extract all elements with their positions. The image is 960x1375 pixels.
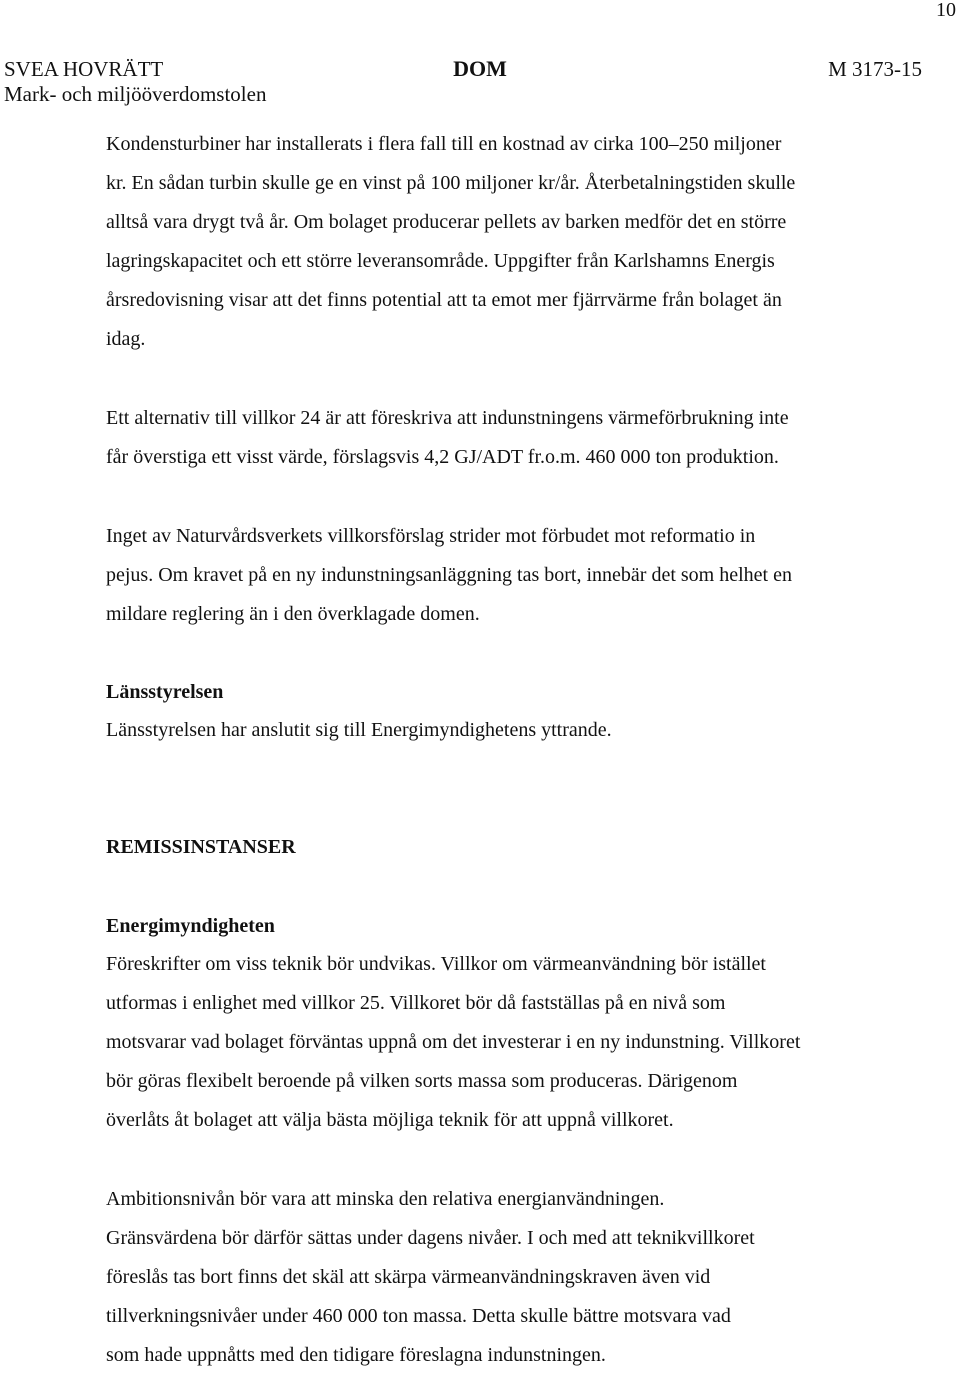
text-line: Inget av Naturvårdsverkets villkorsförslag strider mot förbudet mot reformatio in — [106, 525, 756, 547]
text-line: idag. — [106, 328, 146, 350]
text-line: motsvarar vad bolaget förväntas uppnå om det investerar i en ny indunstning. Villkoret — [106, 1031, 801, 1053]
heading-remissinstanser: REMISSINSTANSER — [106, 836, 296, 858]
page-number: 10 — [936, 0, 956, 21]
text-line: som hade uppnåtts med den tidigare föreslagna indunstningen. — [106, 1344, 606, 1366]
text-line: Gränsvärdena bör därför sättas under dagens nivåer. I och med att teknikvillkoret — [106, 1227, 755, 1249]
text-line: Länsstyrelsen har anslutit sig till Energimyndighetens yttrande. — [106, 719, 612, 741]
text-line: Ett alternativ till villkor 24 är att föreskriva att indunstningens värmeförbrukning inte — [106, 407, 789, 429]
text-line: mildare reglering än i den överklagade domen. — [106, 603, 480, 625]
paragraph-energimyndigheten — [106, 945, 906, 1140]
paragraph-reformatio — [106, 517, 906, 634]
text-line: utformas i enlighet med villkor 25. Villkoret bör då fastställas på en nivå som — [106, 992, 726, 1014]
text-line: bör göras flexibelt beroende på vilken sorts massa som produceras. Därigenom — [106, 1070, 738, 1092]
text-line: årsredovisning visar att det finns potential att ta emot mer fjärrvärme från bolaget än — [106, 289, 782, 311]
court-name: SVEA HOVRÄTT — [4, 57, 164, 81]
text-line: överlåts åt bolaget att välja bästa möjliga teknik för att uppnå villkoret. — [106, 1109, 674, 1131]
text-line: Ambitionsnivån bör vara att minska den relativa energianvändningen. — [106, 1188, 665, 1210]
text-line: föreslås tas bort finns det skäl att skärpa värmeanvändningskraven även vid — [106, 1266, 711, 1288]
court-subtitle: Mark- och miljööverdomstolen — [4, 82, 267, 106]
text-line: alltså vara drygt två år. Om bolaget producerar pellets av barken medför det en större — [106, 211, 787, 233]
document-type: DOM — [453, 56, 507, 81]
text-line: Kondensturbiner har installerats i flera fall till en kostnad av cirka 100–250 miljoner — [106, 133, 782, 155]
text-line: pejus. Om kravet på en ny indunstningsanläggning tas bort, innebär det som helhet en — [106, 564, 792, 586]
paragraph-lansstyrelsen — [106, 711, 906, 750]
heading-energimyndigheten: Energimyndigheten — [106, 915, 275, 937]
case-number: M 3173-15 — [828, 57, 922, 81]
heading-lansstyrelsen: Länsstyrelsen — [106, 681, 224, 703]
paragraph-ambition — [106, 1180, 906, 1375]
text-line: Föreskrifter om viss teknik bör undvikas. Villkor om värmeanvändning bör istället — [106, 953, 766, 975]
text-line: kr. En sådan turbin skulle ge en vinst på 100 miljoner kr/år. Återbetalningstiden skulle — [106, 172, 796, 194]
text-line: tillverkningsnivåer under 460 000 ton massa. Detta skulle bättre motsvara vad — [106, 1305, 731, 1327]
text-line: får överstiga ett visst värde, förslagsvis 4,2 GJ/ADT fr.o.m. 460 000 ton produktion. — [106, 446, 779, 468]
paragraph-turbines — [106, 125, 906, 359]
paragraph-alternative-condition — [106, 399, 906, 477]
text-line: lagringskapacitet och ett större leveransområde. Uppgifter från Karlshamns Energis — [106, 250, 775, 272]
